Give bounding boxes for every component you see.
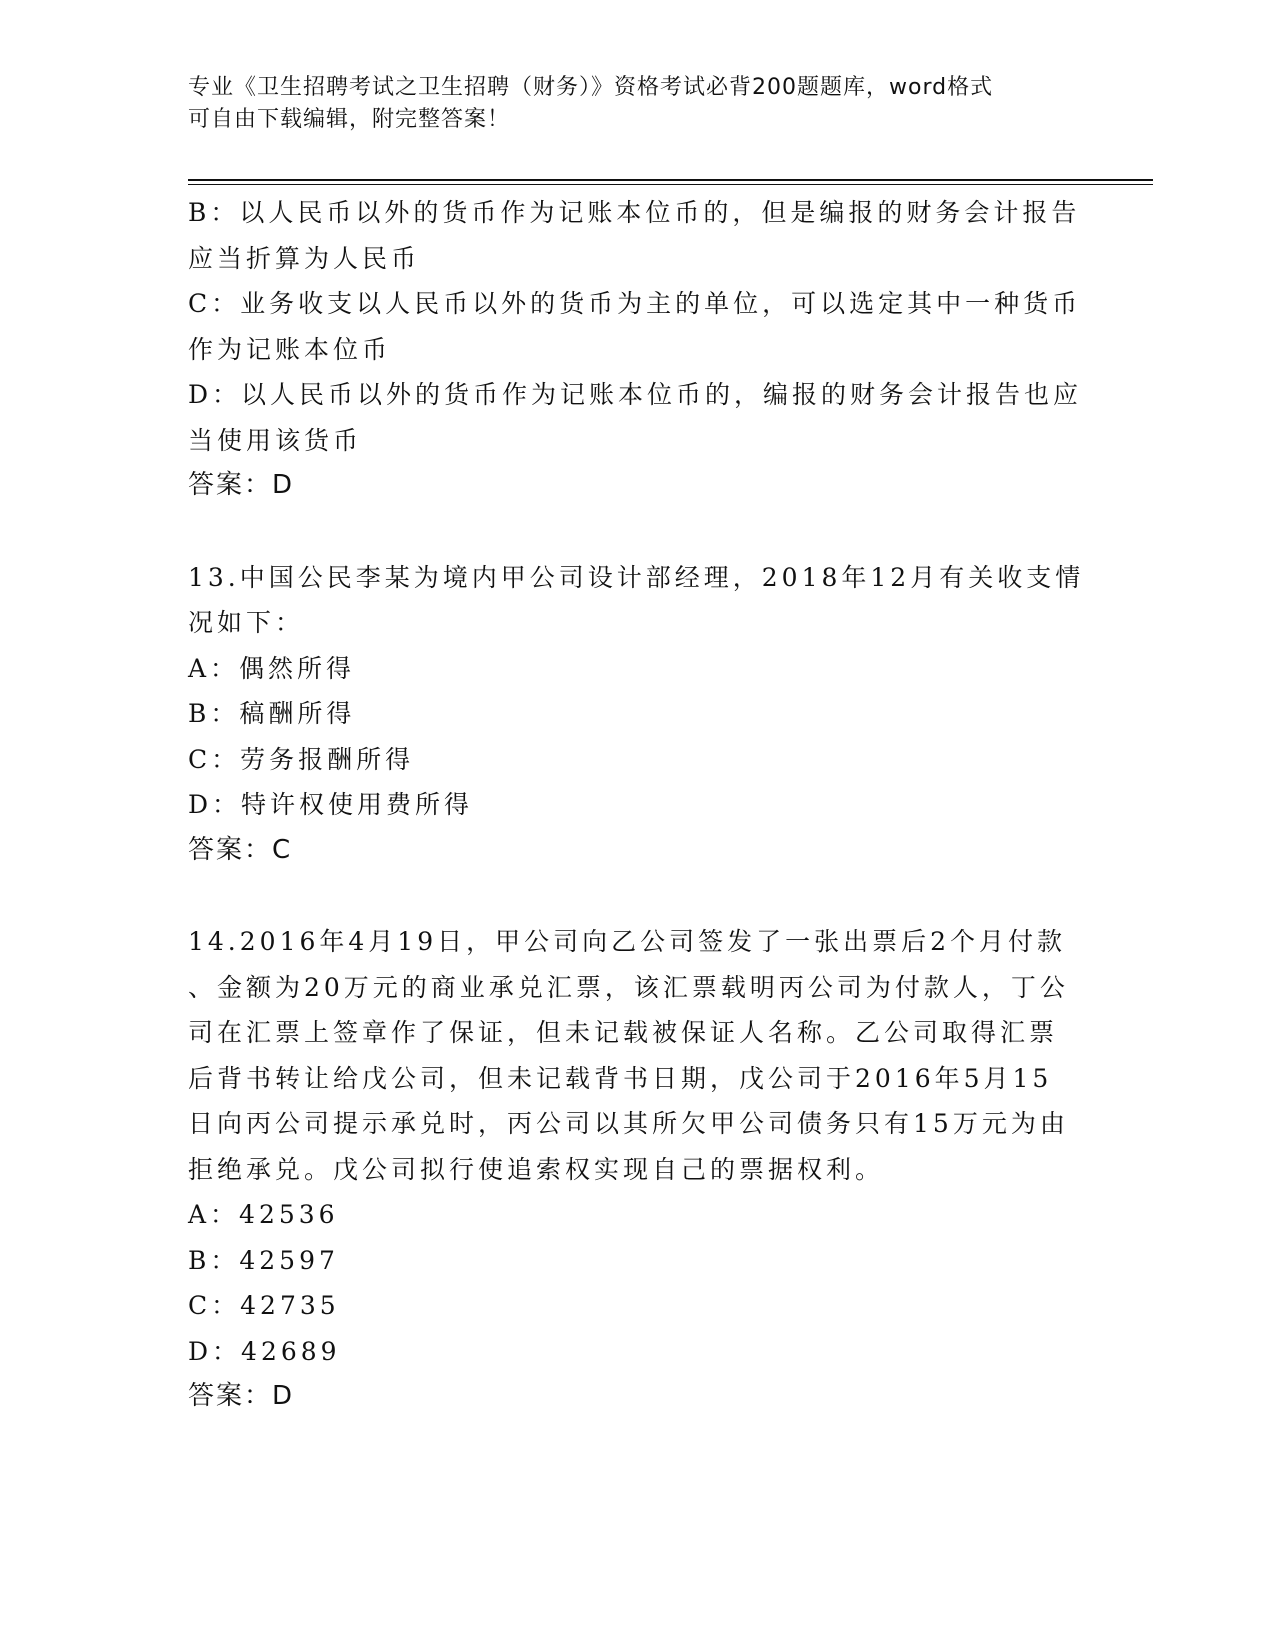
previous-question-block bbox=[188, 190, 1088, 509]
option-b-line-1: B：以人民币以外的货币作为记账本位币的，但是编报的财务会计报告 bbox=[188, 198, 1081, 227]
header-rule-thick bbox=[188, 179, 1153, 181]
option-c-line-2: 作为记账本位币 bbox=[188, 334, 392, 364]
question-14-stem-line-2: 、金额为20万元的商业承兑汇票，该汇票载明丙公司为付款人，丁公 bbox=[188, 972, 1069, 1002]
question-13-answer: 答案：C bbox=[188, 834, 293, 865]
header-line-1: 专业《卫生招聘考试之卫生招聘（财务）》资格考试必背200题题库，word格式 bbox=[188, 75, 994, 100]
question-14-stem-line-1: 14.2016年4月19日，甲公司向乙公司签发了一张出票后2个月付款 bbox=[188, 927, 1067, 956]
document-body bbox=[188, 190, 1088, 1420]
question-14-block bbox=[188, 919, 1088, 1420]
question-14-stem-line-4: 后背书转让给戊公司，但未记载背书日期，戊公司于2016年5月15 bbox=[188, 1063, 1053, 1093]
option-b-line-2: 应当折算为人民币 bbox=[188, 243, 421, 273]
question-14-stem-line-5: 日向丙公司提示承兑时，丙公司以其所欠甲公司债务只有15万元为由 bbox=[188, 1109, 1069, 1138]
question-14-option-c: C：42735 bbox=[188, 1291, 340, 1320]
question-13-option-c: C：劳务报酬所得 bbox=[188, 744, 415, 774]
option-d-line-1: D：以人民币以外的货币作为记账本位币的，编报的财务会计报告也应 bbox=[188, 380, 1083, 409]
document-header bbox=[188, 72, 1068, 136]
question-14-stem-line-6: 拒绝承兑。戊公司拟行使追索权实现自己的票据权利。 bbox=[188, 1154, 885, 1184]
answer-line: 答案：D bbox=[188, 470, 295, 500]
header-line-2: 可自由下载编辑，附完整答案！ bbox=[188, 107, 511, 132]
question-13-option-d: D：特许权使用费所得 bbox=[188, 790, 474, 819]
option-c-line-1: C：业务收支以人民币以外的货币为主的单位，可以选定其中一种货币 bbox=[188, 289, 1082, 318]
question-13-block bbox=[188, 555, 1088, 874]
question-14-stem-line-3: 司在汇票上签章作了保证，但未记载被保证人名称。乙公司取得汇票 bbox=[188, 1018, 1059, 1047]
option-d-line-2: 当使用该货币 bbox=[188, 425, 363, 455]
question-spacer bbox=[188, 873, 1088, 919]
header-rule-thin bbox=[188, 184, 1153, 185]
question-13-option-b: B：稿酬所得 bbox=[188, 699, 356, 728]
question-14-option-a: A：42536 bbox=[188, 1200, 339, 1229]
question-14-option-d: D：42689 bbox=[188, 1336, 341, 1366]
question-spacer bbox=[188, 509, 1088, 555]
question-13-stem-line-1: 13.中国公民李某为境内甲公司设计部经理，2018年12月有关收支情 bbox=[188, 562, 1085, 592]
question-14-option-b: B：42597 bbox=[188, 1245, 339, 1275]
question-13-option-a: A：偶然所得 bbox=[188, 653, 356, 683]
question-14-answer: 答案：D bbox=[188, 1381, 295, 1411]
question-13-stem-line-2: 况如下： bbox=[188, 608, 305, 637]
